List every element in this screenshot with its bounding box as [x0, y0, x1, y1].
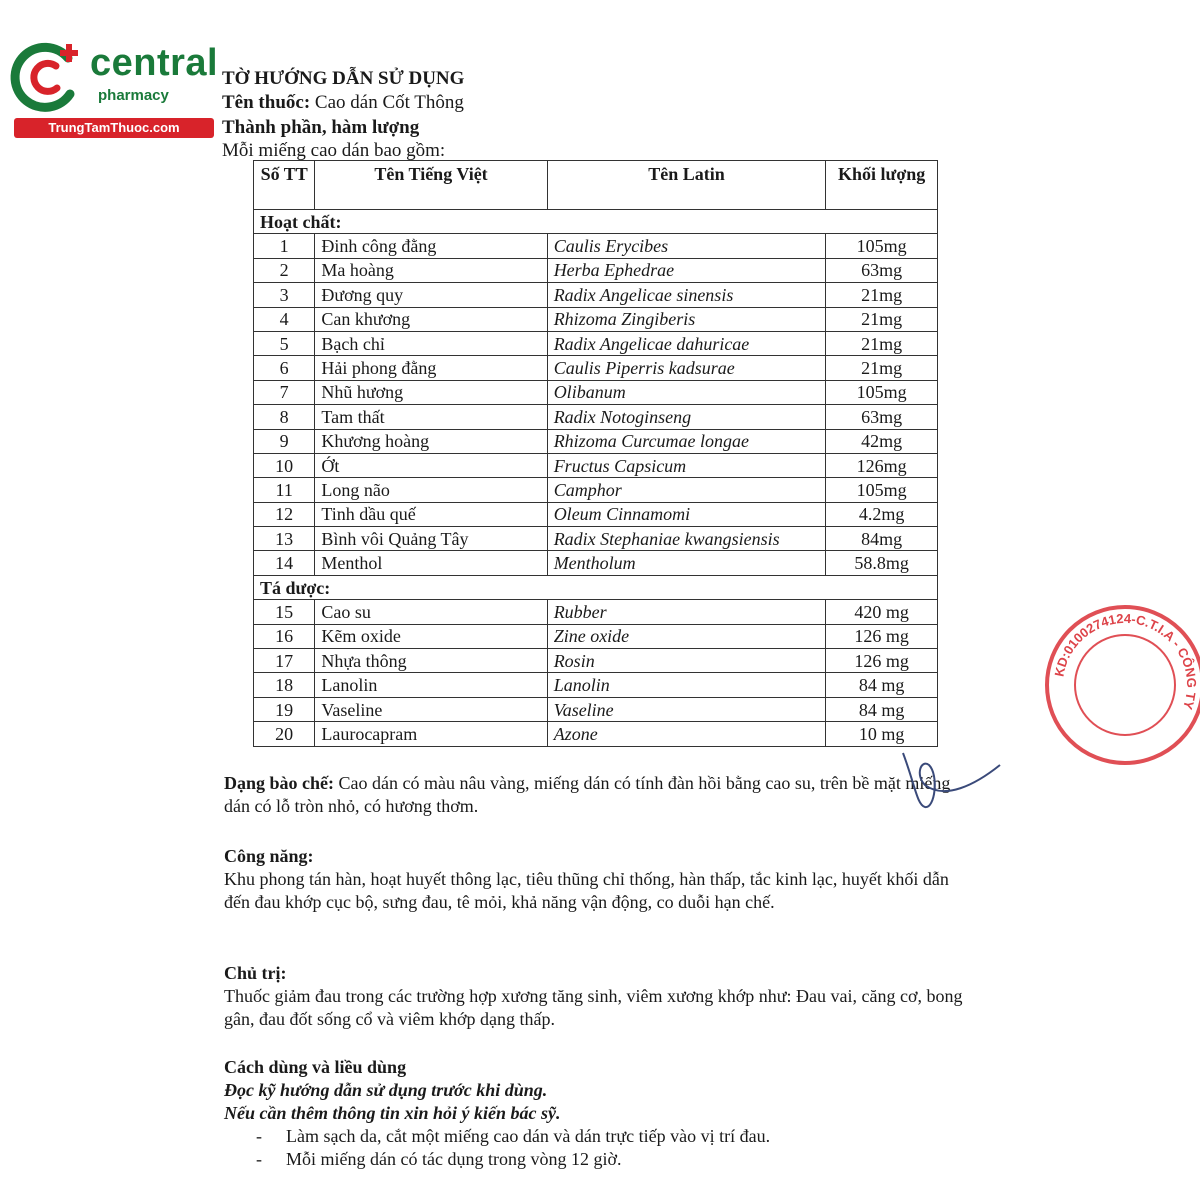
cell-weight: 105mg — [826, 478, 938, 502]
indication-title: Chủ trị: — [224, 963, 287, 983]
header-vietnamese-name: Tên Tiếng Việt — [315, 161, 547, 210]
cell-vietnamese-name: Vaseline — [315, 697, 547, 721]
cell-vietnamese-name: Ớt — [315, 453, 547, 477]
table-row — [254, 527, 938, 551]
cell-vietnamese-name: Nhựa thông — [315, 649, 547, 673]
cell-weight: 58.8mg — [826, 551, 938, 575]
dosage-form-section — [224, 772, 974, 818]
drug-name-label: Tên thuốc: — [222, 92, 311, 113]
group-row-excipient — [254, 575, 938, 599]
indication-text: Thuốc giảm đau trong các trường hợp xương tăng sinh, viêm xương khớp như: Đau vai, căng cơ, bong gân, đau đốt sống cổ và viêm khớp dạng thấp. — [224, 986, 963, 1029]
document-title: TỜ HƯỚNG DẪN SỬ DỤNG — [222, 68, 465, 89]
cell-latin-name: Rhizoma Curcumae longae — [547, 429, 826, 453]
cell-vietnamese-name: Cao su — [315, 600, 547, 624]
table-row — [254, 502, 938, 526]
cell-weight: 10 mg — [826, 722, 938, 746]
table-row — [254, 453, 938, 477]
cell-vietnamese-name: Đinh công đằng — [315, 234, 547, 258]
cell-number: 6 — [254, 356, 315, 380]
cell-weight: 84 mg — [826, 697, 938, 721]
cell-vietnamese-name: Hải phong đằng — [315, 356, 547, 380]
function-title: Công năng: — [224, 846, 314, 866]
cell-vietnamese-name: Laurocapram — [315, 722, 547, 746]
cell-number: 18 — [254, 673, 315, 697]
cell-latin-name: Caulis Erycibes — [547, 234, 826, 258]
group-row-active — [254, 210, 938, 234]
cell-latin-name: Herba Ephedrae — [547, 258, 826, 282]
usage-warning-consult: Nếu cần thêm thông tin xin hỏi ý kiến bác sỹ. — [224, 1103, 561, 1123]
cell-number: 14 — [254, 551, 315, 575]
drug-name-line — [222, 91, 464, 115]
cell-weight: 21mg — [826, 331, 938, 355]
table-row — [254, 258, 938, 282]
dosage-form-text: Cao dán có màu nâu vàng, miếng dán có tính đàn hồi bằng cao su, trên bề mặt miếng dán có lỗ tròn nhỏ, có hương thơm. — [224, 773, 951, 816]
table-header-row — [254, 161, 938, 210]
cell-latin-name: Rhizoma Zingiberis — [547, 307, 826, 331]
cell-number: 19 — [254, 697, 315, 721]
cell-latin-name: Rosin — [547, 649, 826, 673]
cell-latin-name: Zine oxide — [547, 624, 826, 648]
cell-number: 7 — [254, 380, 315, 404]
dosage-form-title: Dạng bào chế: — [224, 773, 335, 793]
usage-list-item: - Làm sạch da, cắt một miếng cao dán và dán trực tiếp vào vị trí đau. — [256, 1125, 974, 1148]
cell-weight: 4.2mg — [826, 502, 938, 526]
table-row — [254, 478, 938, 502]
cell-latin-name: Fructus Capsicum — [547, 453, 826, 477]
usage-list — [224, 1125, 974, 1171]
cell-vietnamese-name: Khương hoàng — [315, 429, 547, 453]
table-row — [254, 649, 938, 673]
table-row — [254, 551, 938, 575]
table-row — [254, 429, 938, 453]
cell-weight: 84 mg — [826, 673, 938, 697]
table-row — [254, 356, 938, 380]
header-weight: Khối lượng — [826, 161, 938, 210]
cell-weight: 63mg — [826, 405, 938, 429]
table-row — [254, 380, 938, 404]
group-label-excipient: Tá dược: — [254, 575, 938, 599]
cell-vietnamese-name: Bình vôi Quảng Tây — [315, 527, 547, 551]
table-row — [254, 600, 938, 624]
group-label-active: Hoạt chất: — [254, 210, 938, 234]
cell-number: 4 — [254, 307, 315, 331]
cell-number: 13 — [254, 527, 315, 551]
table-row — [254, 405, 938, 429]
cell-number: 9 — [254, 429, 315, 453]
cell-number: 8 — [254, 405, 315, 429]
cell-latin-name: Caulis Piperris kadsurae — [547, 356, 826, 380]
cell-vietnamese-name: Tam thất — [315, 405, 547, 429]
ingredients-table — [253, 160, 938, 747]
cell-latin-name: Rubber — [547, 600, 826, 624]
cell-number: 1 — [254, 234, 315, 258]
company-stamp-icon — [1040, 600, 1200, 770]
cell-vietnamese-name: Tinh dầu quế — [315, 502, 547, 526]
cell-latin-name: Mentholum — [547, 551, 826, 575]
cell-weight: 126 mg — [826, 649, 938, 673]
cell-latin-name: Radix Notoginseng — [547, 405, 826, 429]
cell-weight: 105mg — [826, 380, 938, 404]
cell-number: 11 — [254, 478, 315, 502]
cell-weight: 42mg — [826, 429, 938, 453]
cell-weight: 21mg — [826, 356, 938, 380]
cell-weight: 126 mg — [826, 624, 938, 648]
table-row — [254, 307, 938, 331]
brand-logo — [10, 38, 219, 138]
table-row — [254, 722, 938, 746]
cell-number: 16 — [254, 624, 315, 648]
composition-intro: Mỗi miếng cao dán bao gồm: — [222, 140, 446, 161]
cell-latin-name: Azone — [547, 722, 826, 746]
header-latin-name: Tên Latin — [547, 161, 826, 210]
table-row — [254, 673, 938, 697]
cell-vietnamese-name: Kẽm oxide — [315, 624, 547, 648]
logo-subtitle: pharmacy — [98, 87, 169, 104]
cell-weight: 21mg — [826, 283, 938, 307]
signature-icon — [895, 745, 1005, 825]
cell-latin-name: Lanolin — [547, 673, 826, 697]
central-pharmacy-logo-icon — [10, 38, 88, 116]
cell-number: 10 — [254, 453, 315, 477]
cell-vietnamese-name: Long não — [315, 478, 547, 502]
cell-vietnamese-name: Đương quy — [315, 283, 547, 307]
table-row — [254, 283, 938, 307]
logo-name: central — [90, 42, 219, 84]
header-no: Số TT — [254, 161, 315, 210]
cell-number: 15 — [254, 600, 315, 624]
cell-latin-name: Radix Angelicae dahuricae — [547, 331, 826, 355]
cell-latin-name: Olibanum — [547, 380, 826, 404]
cell-vietnamese-name: Lanolin — [315, 673, 547, 697]
function-text: Khu phong tán hàn, hoạt huyết thông lạc, tiêu thũng chỉ thống, hàn thấp, tắc kinh lạc, huyết khối dẫn đến đau khớp cục bộ, sưng đau, tê mỏi, khả năng vận động, co duỗi hạn chế. — [224, 869, 949, 912]
indication-section — [224, 962, 974, 1031]
cell-weight: 126mg — [826, 453, 938, 477]
cell-weight: 84mg — [826, 527, 938, 551]
stamp-text: KD:0100274124-C.T.I.A - CÔNG TY — [1051, 610, 1200, 712]
table-row — [254, 624, 938, 648]
usage-warning-read: Đọc kỹ hướng dẫn sử dụng trước khi dùng. — [224, 1080, 548, 1100]
cell-vietnamese-name: Menthol — [315, 551, 547, 575]
cell-weight: 105mg — [826, 234, 938, 258]
cell-number: 5 — [254, 331, 315, 355]
cell-number: 3 — [254, 283, 315, 307]
cell-number: 12 — [254, 502, 315, 526]
cell-number: 17 — [254, 649, 315, 673]
table-row — [254, 331, 938, 355]
cell-weight: 420 mg — [826, 600, 938, 624]
cell-vietnamese-name: Can khương — [315, 307, 547, 331]
composition-title: Thành phần, hàm lượng — [222, 117, 420, 138]
cell-vietnamese-name: Ma hoàng — [315, 258, 547, 282]
cell-latin-name: Radix Stephaniae kwangsiensis — [547, 527, 826, 551]
cell-weight: 21mg — [826, 307, 938, 331]
usage-title: Cách dùng và liều dùng — [224, 1057, 407, 1077]
table-row — [254, 234, 938, 258]
cell-number: 20 — [254, 722, 315, 746]
cell-weight: 63mg — [826, 258, 938, 282]
cell-vietnamese-name: Bạch chỉ — [315, 331, 547, 355]
usage-list-item: - Mỗi miếng dán có tác dụng trong vòng 12 giờ. — [256, 1148, 974, 1171]
logo-url-banner[interactable]: TrungTamThuoc.com — [14, 118, 214, 138]
cell-latin-name: Vaseline — [547, 697, 826, 721]
drug-name-value: Cao dán Cốt Thông — [310, 92, 464, 113]
cell-vietnamese-name: Nhũ hương — [315, 380, 547, 404]
cell-latin-name: Oleum Cinnamomi — [547, 502, 826, 526]
table-row — [254, 697, 938, 721]
cell-latin-name: Camphor — [547, 478, 826, 502]
function-section — [224, 845, 974, 914]
cell-number: 2 — [254, 258, 315, 282]
usage-section — [224, 1056, 974, 1171]
cell-latin-name: Radix Angelicae sinensis — [547, 283, 826, 307]
